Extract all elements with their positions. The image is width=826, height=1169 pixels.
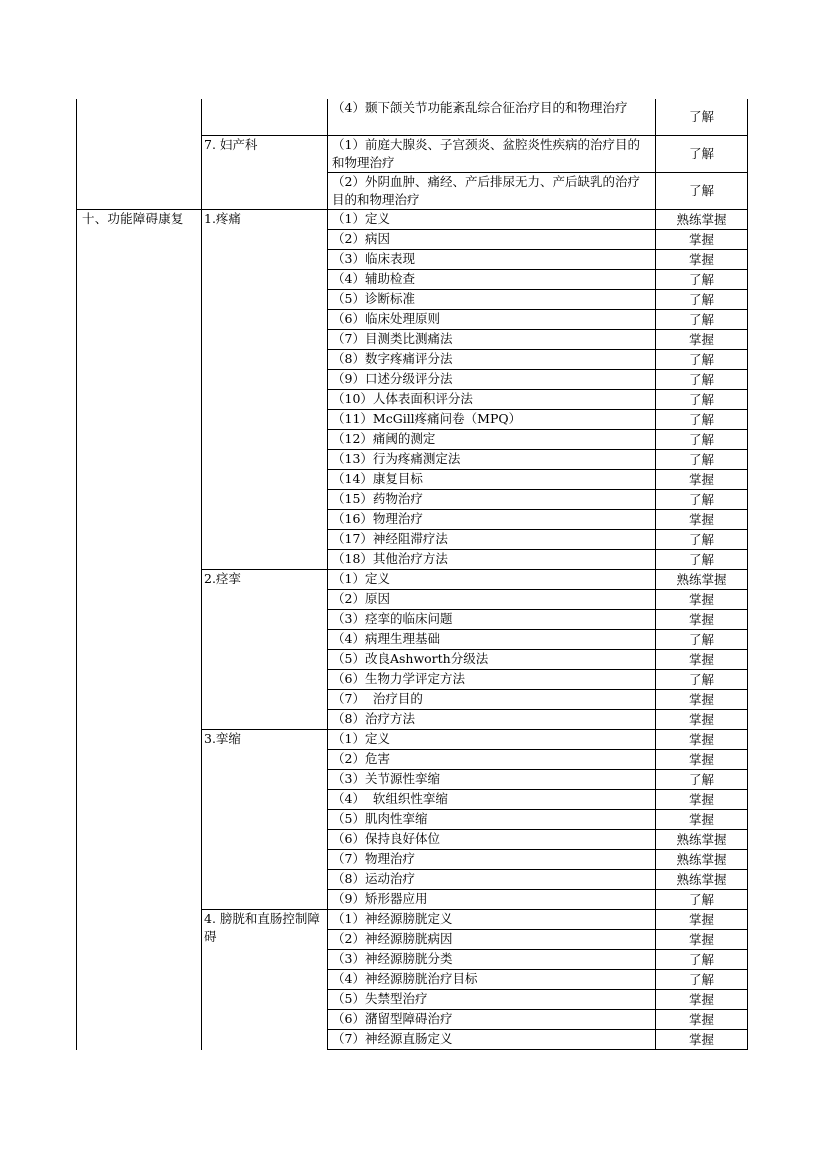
level-cell: 了解 <box>656 270 748 290</box>
item-cell: （4）病理生理基础 <box>328 630 656 650</box>
item-cell: （5）失禁型治疗 <box>328 990 656 1010</box>
item-cell: （13）行为疼痛测定法 <box>328 450 656 470</box>
level-cell: 了解 <box>656 970 748 990</box>
item-cell: （1）定义 <box>328 210 656 230</box>
item-cell: （7）物理治疗 <box>328 850 656 870</box>
item-cell: （7）目测类比测痛法 <box>328 330 656 350</box>
item-cell: （2）原因 <box>328 590 656 610</box>
item-cell: （3）关节源性挛缩 <box>328 770 656 790</box>
item-cell: （4）神经源膀胱治疗目标 <box>328 970 656 990</box>
subsection-cell: 1.疼痛 <box>202 210 328 570</box>
level-cell: 掌握 <box>656 990 748 1010</box>
level-cell: 熟练掌握 <box>656 850 748 870</box>
level-cell: 掌握 <box>656 690 748 710</box>
level-cell: 了解 <box>656 490 748 510</box>
item-cell: （11）McGill疼痛问卷（MPQ） <box>328 410 656 430</box>
level-cell: 了解 <box>656 173 748 210</box>
level-cell: 掌握 <box>656 910 748 930</box>
level-cell: 掌握 <box>656 590 748 610</box>
item-cell: （2）危害 <box>328 750 656 770</box>
item-cell: （17）神经阻滞疗法 <box>328 530 656 550</box>
item-cell: （1）神经源膀胱定义 <box>328 910 656 930</box>
subsection-cell: 7. 妇产科 <box>202 136 328 210</box>
section-cell-continued <box>77 99 202 210</box>
level-cell: 了解 <box>656 99 748 136</box>
level-cell: 了解 <box>656 390 748 410</box>
level-cell: 熟练掌握 <box>656 870 748 890</box>
syllabus-table <box>76 99 748 1050</box>
subsection-cell: 4. 膀胱和直肠控制障碍 <box>202 910 328 1050</box>
item-cell: （18）其他治疗方法 <box>328 550 656 570</box>
item-cell: （1）定义 <box>328 730 656 750</box>
item-cell: （6）临床处理原则 <box>328 310 656 330</box>
item-cell: （3）临床表现 <box>328 250 656 270</box>
level-cell: 熟练掌握 <box>656 210 748 230</box>
level-cell: 掌握 <box>656 1030 748 1050</box>
level-cell: 掌握 <box>656 230 748 250</box>
level-cell: 了解 <box>656 770 748 790</box>
level-cell: 了解 <box>656 630 748 650</box>
level-cell: 掌握 <box>656 510 748 530</box>
level-cell: 掌握 <box>656 330 748 350</box>
section-cell: 十、功能障碍康复 <box>77 210 202 1050</box>
item-cell: （9）口述分级评分法 <box>328 370 656 390</box>
item-cell: （8）运动治疗 <box>328 870 656 890</box>
level-cell: 了解 <box>656 890 748 910</box>
level-cell: 了解 <box>656 670 748 690</box>
item-cell: （2）外阴血肿、痛经、产后排尿无力、产后缺乳的治疗目的和物理治疗 <box>328 173 656 210</box>
syllabus-table-page <box>76 99 748 1050</box>
item-cell: （7）神经源直肠定义 <box>328 1030 656 1050</box>
level-cell: 掌握 <box>656 650 748 670</box>
level-cell: 了解 <box>656 530 748 550</box>
item-cell: （9）矫形器应用 <box>328 890 656 910</box>
item-cell: （6）保持良好体位 <box>328 830 656 850</box>
item-cell: （4）颞下颌关节功能紊乱综合征治疗目的和物理治疗 <box>328 99 656 136</box>
level-cell: 熟练掌握 <box>656 830 748 850</box>
level-cell: 掌握 <box>656 750 748 770</box>
item-cell: （2）神经源膀胱病因 <box>328 930 656 950</box>
table-row <box>77 210 748 230</box>
level-cell: 掌握 <box>656 250 748 270</box>
level-cell: 掌握 <box>656 1010 748 1030</box>
level-cell: 了解 <box>656 136 748 173</box>
item-cell: （7） 治疗目的 <box>328 690 656 710</box>
level-cell: 了解 <box>656 350 748 370</box>
item-cell: （2）病因 <box>328 230 656 250</box>
item-cell: （12）痛阈的测定 <box>328 430 656 450</box>
level-cell: 掌握 <box>656 810 748 830</box>
item-cell: （16）物理治疗 <box>328 510 656 530</box>
level-cell: 了解 <box>656 950 748 970</box>
level-cell: 掌握 <box>656 610 748 630</box>
level-cell: 掌握 <box>656 470 748 490</box>
item-cell: （4） 软组织性挛缩 <box>328 790 656 810</box>
level-cell: 掌握 <box>656 730 748 750</box>
level-cell: 了解 <box>656 430 748 450</box>
item-cell: （6）生物力学评定方法 <box>328 670 656 690</box>
level-cell: 了解 <box>656 310 748 330</box>
item-cell: （14）康复目标 <box>328 470 656 490</box>
subsection-cell-continued <box>202 99 328 136</box>
level-cell: 了解 <box>656 550 748 570</box>
item-cell: （5）诊断标准 <box>328 290 656 310</box>
item-cell: （3）神经源膀胱分类 <box>328 950 656 970</box>
subsection-cell: 2.痉挛 <box>202 570 328 730</box>
level-cell: 掌握 <box>656 790 748 810</box>
level-cell: 了解 <box>656 450 748 470</box>
level-cell: 掌握 <box>656 930 748 950</box>
level-cell: 了解 <box>656 410 748 430</box>
item-cell: （15）药物治疗 <box>328 490 656 510</box>
level-cell: 了解 <box>656 370 748 390</box>
item-cell: （5）改良Ashworth分级法 <box>328 650 656 670</box>
item-cell: （8）治疗方法 <box>328 710 656 730</box>
item-cell: （1）定义 <box>328 570 656 590</box>
item-cell: （10）人体表面积评分法 <box>328 390 656 410</box>
level-cell: 掌握 <box>656 710 748 730</box>
item-cell: （5）肌肉性挛缩 <box>328 810 656 830</box>
table-row <box>77 99 748 136</box>
item-cell: （1）前庭大腺炎、子宫颈炎、盆腔炎性疾病的治疗目的和物理治疗 <box>328 136 656 173</box>
item-cell: （3）痉挛的临床问题 <box>328 610 656 630</box>
level-cell: 了解 <box>656 290 748 310</box>
level-cell: 熟练掌握 <box>656 570 748 590</box>
item-cell: （8）数字疼痛评分法 <box>328 350 656 370</box>
item-cell: （4）辅助检查 <box>328 270 656 290</box>
item-cell: （6）潴留型障碍治疗 <box>328 1010 656 1030</box>
subsection-cell: 3.挛缩 <box>202 730 328 910</box>
